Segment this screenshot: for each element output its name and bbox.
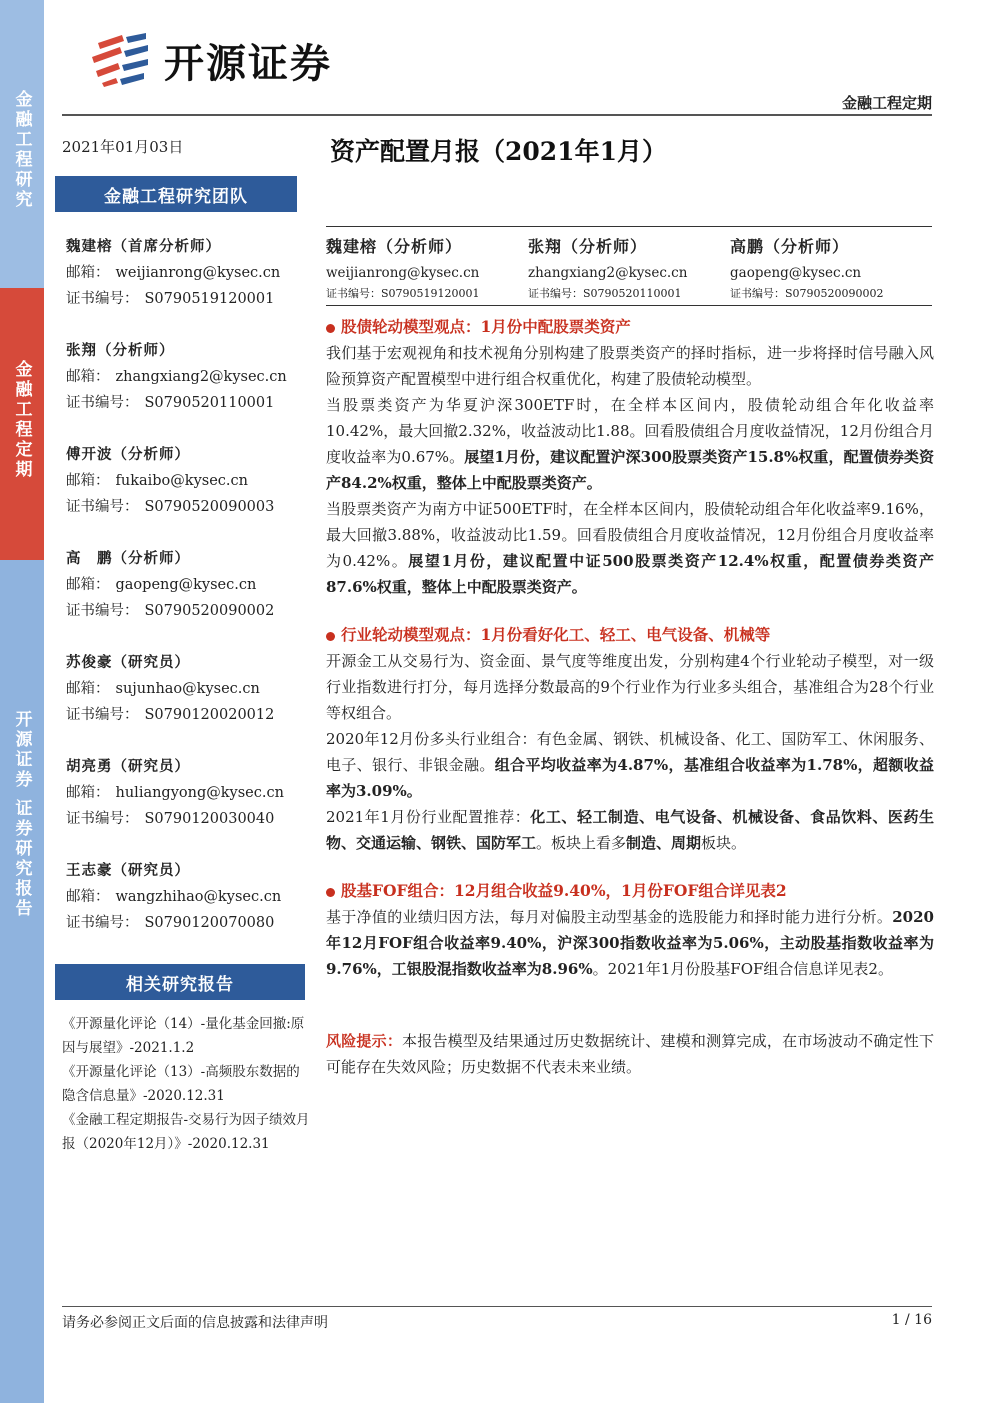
cert-label: 证书编号：: [66, 395, 139, 411]
paragraph: 我们基于宏观视角和技术视角分别构建了股票类资产的择时指标，进一步将择时信号融入风险预算资产配置模型中进行组合权重优化，构建了股债轮动模型。: [326, 344, 934, 388]
member-email[interactable]: huliangyong@kysec.cn: [115, 785, 284, 801]
section-heading-fof: 股基FOF组合：12月组合收益9.40%，1月份FOF组合详见表2: [326, 878, 934, 904]
paragraph: 当股票类资产为华夏沪深300ETF时，在全样本区间内，股债轮动组合年化收益率10.42%，最大回撤2.32%，收益波动比1.88。回看股债组合月度收益情况，12月份组合月度收益率为0.67%。展望1月份，建议配置沪深300股票类资产15.8%权重，配置债券类资产84.2%权重，整体上中配股票类资产。: [326, 396, 934, 492]
team-member: [66, 650, 274, 728]
member-cert-row: [66, 286, 280, 312]
team-member: [66, 754, 284, 832]
member-cert: S0790120020012: [144, 707, 275, 723]
author-email[interactable]: gaopeng@kysec.cn: [730, 265, 862, 281]
member-email[interactable]: gaopeng@kysec.cn: [115, 577, 257, 593]
member-cert-row: [66, 910, 281, 936]
related-reports-list: [62, 1012, 312, 1156]
member-name: 高 鹏（分析师）: [66, 550, 190, 567]
sidebar-label-brand: 开源证券 证券研究报告: [11, 710, 32, 919]
authors-top-divider: [326, 226, 932, 227]
header-divider: [62, 114, 932, 116]
cert-label: 证书编号：: [66, 915, 139, 931]
member-cert: S0790120030040: [144, 811, 275, 827]
logo-text: 开源证券: [164, 40, 332, 87]
paragraph: 2021年1月份行业配置推荐：化工、轻工制造、电气设备、机械设备、食品饮料、医药生物、交通运输、钢铁、国防军工。板块上看多制造、周期板块。: [326, 808, 934, 852]
member-cert-row: [66, 390, 287, 416]
member-email-row: [66, 364, 287, 390]
author-name: 魏建榕（分析师）: [326, 237, 463, 256]
author-cert: 证书编号：S0790519120001: [326, 287, 480, 300]
section-heading-industry: 行业轮动模型观点：1月份看好化工、轻工、电气设备、机械等: [326, 622, 934, 648]
team-title-box: 金融工程研究团队: [55, 176, 297, 212]
author-email[interactable]: zhangxiang2@kysec.cn: [528, 265, 688, 281]
member-name: 苏俊豪（研究员）: [66, 654, 190, 671]
email-label: 邮箱：: [66, 785, 110, 801]
member-cert: S0790120070080: [144, 915, 275, 931]
cert-label: 证书编号：: [66, 707, 139, 723]
report-body: [326, 314, 934, 1080]
cert-label: 证书编号：: [66, 499, 139, 515]
member-email[interactable]: sujunhao@kysec.cn: [115, 681, 260, 697]
sidebar-segment-research: [0, 0, 44, 288]
member-cert: S0790520090002: [144, 603, 275, 619]
paragraph: 开源金工从交易行为、资金面、景气度等维度出发，分别构建4个行业轮动子模型，对一级行业指数进行打分，每月选择分数最高的9个行业作为行业多头组合，基准组合为28个行业等权组合。: [326, 652, 934, 722]
email-label: 邮箱：: [66, 577, 110, 593]
author-card: [528, 234, 730, 301]
related-report-link[interactable]: 《开源量化评论（14）-量化基金回撤:原因与展望》-2021.1.2: [62, 1016, 305, 1056]
bullet-icon: [326, 888, 335, 897]
author-cert: 证书编号：S0790520090002: [730, 287, 884, 300]
member-email-row: [66, 780, 284, 806]
cert-label: 证书编号：: [66, 603, 139, 619]
report-title: 资产配置月报（2021年1月）: [330, 137, 667, 166]
member-email-row: [66, 468, 274, 494]
page-number: 1 / 16: [891, 1312, 932, 1328]
team-member: [66, 442, 274, 520]
member-email[interactable]: weijianrong@kysec.cn: [115, 265, 281, 281]
report-date: 2021年01月03日: [62, 138, 184, 156]
sidebar-segment-periodic: [0, 288, 44, 560]
authors-bottom-divider: [326, 305, 932, 306]
footer-disclaimer: 请务必参阅正文后面的信息披露和法律声明: [62, 1315, 328, 1331]
report-category: 金融工程定期: [841, 94, 932, 112]
email-label: 邮箱：: [66, 265, 110, 281]
member-email[interactable]: zhangxiang2@kysec.cn: [115, 369, 287, 385]
team-member: [66, 858, 281, 936]
member-cert-row: [66, 702, 274, 728]
member-cert-row: [66, 598, 274, 624]
sidebar-label-research: 金融工程研究: [11, 90, 32, 210]
member-name: 张翔（分析师）: [66, 342, 175, 359]
member-email[interactable]: fukaibo@kysec.cn: [115, 473, 248, 489]
member-cert: S0790519120001: [144, 291, 275, 307]
team-member: [66, 338, 287, 416]
sidebar-label-periodic: 金融工程定期: [11, 360, 32, 480]
bullet-icon: [326, 632, 335, 641]
section-heading-stock-bond: 股债轮动模型观点：1月份中配股票类资产: [326, 314, 934, 340]
paragraph: 基于净值的业绩归因方法，每月对偏股主动型基金的选股能力和择时能力进行分析。2020年12月FOF组合收益率9.40%，沪深300指数收益率为5.06%，主动股基指数收益率为9.76%，工银股混指数收益率为8.96%。2021年1月份股基FOF组合信息详见表2。: [326, 908, 934, 978]
email-label: 邮箱：: [66, 889, 110, 905]
member-cert: S0790520090003: [144, 499, 275, 515]
cert-label: 证书编号：: [66, 291, 139, 307]
author-email[interactable]: weijianrong@kysec.cn: [326, 265, 480, 281]
author-card: [730, 234, 932, 301]
bullet-icon: [326, 324, 335, 333]
related-reports-title-box: 相关研究报告: [55, 964, 305, 1000]
member-email-row: [66, 260, 280, 286]
member-email[interactable]: wangzhihao@kysec.cn: [115, 889, 282, 905]
risk-label: 风险提示：: [326, 1032, 403, 1050]
member-name: 傅开波（分析师）: [66, 446, 190, 463]
sidebar-segment-brand: [0, 560, 44, 1403]
member-name: 王志豪（研究员）: [66, 862, 190, 879]
company-logo: [88, 30, 388, 90]
related-report-link[interactable]: 《开源量化评论（13）-高频股东数据的隐含信息量》-2020.12.31: [62, 1064, 300, 1104]
member-cert-row: [66, 806, 284, 832]
member-cert: S0790520110001: [144, 395, 275, 411]
left-sidebar: [0, 0, 44, 1403]
paragraph: 当股票类资产为南方中证500ETF时，在全样本区间内，股债轮动组合年化收益率9.16%，最大回撤3.88%，收益波动比1.59。回看股债组合月度收益情况，12月份组合月度收益率为0.42%。展望1月份，建议配置中证500股票类资产12.4%权重，配置债券类资产87.6%权重，整体上中配股票类资产。: [326, 500, 934, 596]
member-name: 胡亮勇（研究员）: [66, 758, 190, 775]
author-cert: 证书编号：S0790520110001: [528, 287, 682, 300]
member-name: 魏建榕（首席分析师）: [66, 238, 221, 255]
member-email-row: [66, 884, 281, 910]
cert-label: 证书编号：: [66, 811, 139, 827]
author-card: [326, 234, 528, 301]
email-label: 邮箱：: [66, 681, 110, 697]
author-name: 张翔（分析师）: [528, 237, 648, 256]
email-label: 邮箱：: [66, 473, 110, 489]
author-list: [326, 234, 932, 301]
member-email-row: [66, 572, 274, 598]
paragraph: 2020年12月份多头行业组合：有色金属、钢铁、机械设备、化工、国防军工、休闲服务、电子、银行、非银金融。组合平均收益率为4.87%，基准组合收益率为1.78%，超额收益率为3.09%。: [326, 730, 934, 800]
member-email-row: [66, 676, 274, 702]
related-report-link[interactable]: 《金融工程定期报告-交易行为因子绩效月报（2020年12月）》-2020.12.31: [62, 1112, 310, 1152]
author-name: 高鹏（分析师）: [730, 237, 850, 256]
team-member: [66, 234, 280, 312]
logo-mark-icon: [88, 33, 152, 87]
footer-divider: [62, 1306, 932, 1307]
team-member: [66, 546, 274, 624]
risk-warning: 风险提示：本报告模型及结果通过历史数据统计、建模和测算完成，在市场波动不确定性下可能存在失效风险；历史数据不代表未来业绩。: [326, 1032, 934, 1076]
email-label: 邮箱：: [66, 369, 110, 385]
member-cert-row: [66, 494, 274, 520]
